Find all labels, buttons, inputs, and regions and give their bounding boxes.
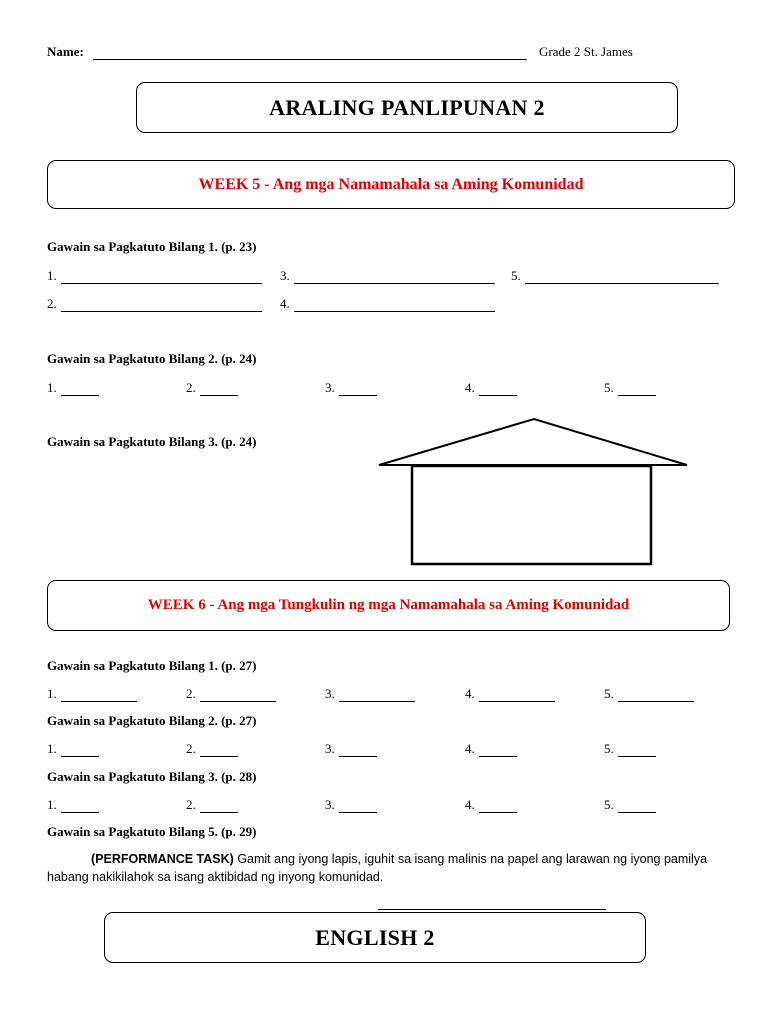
performance-task-paragraph (47, 850, 723, 886)
w6a3-answer-3[interactable]: 3. (325, 797, 377, 813)
w6a3-answer-4[interactable]: 4. (465, 797, 517, 813)
w5a2-answer-4[interactable]: 4. (465, 380, 517, 396)
name-field[interactable] (93, 59, 527, 60)
w6a1-answer-3[interactable]: 3. (325, 686, 415, 702)
w6a3-answer-2[interactable]: 2. (186, 797, 238, 813)
next-subject-title-box (104, 912, 646, 963)
w5a1-answer-3[interactable]: 3. (280, 268, 495, 284)
name-label: Name: (47, 44, 84, 59)
w6a1-answer-4[interactable]: 4. (465, 686, 555, 702)
w6a2-answer-5[interactable]: 5. (604, 741, 656, 757)
w6a1-answer-1[interactable]: 1. (47, 686, 137, 702)
w6a3-answer-5[interactable]: 5. (604, 797, 656, 813)
week5-activity2-heading: Gawain sa Pagkatuto Bilang 2. (p. 24) (47, 351, 257, 366)
next-subject-title: ENGLISH 2 (315, 924, 435, 950)
week6-title-box (47, 580, 730, 631)
w5a1-answer-1[interactable]: 1. (47, 268, 262, 284)
performance-task-label: (PERFORMANCE TASK) (91, 852, 234, 866)
week5-title-box (47, 160, 735, 209)
w6a1-answer-5[interactable]: 5. (604, 686, 694, 702)
class-label: Grade 2 St. James (539, 44, 633, 59)
w6a2-answer-2[interactable]: 2. (186, 741, 238, 757)
week6-activity2-heading: Gawain sa Pagkatuto Bilang 2. (p. 27) (47, 713, 257, 728)
w6a2-answer-3[interactable]: 3. (325, 741, 377, 757)
week6-activity5-heading: Gawain sa Pagkatuto Bilang 5. (p. 29) (47, 824, 257, 839)
house-drawing (374, 415, 692, 569)
house-roof (379, 419, 687, 465)
w5a2-answer-3[interactable]: 3. (325, 380, 377, 396)
w5a2-answer-2[interactable]: 2. (186, 380, 238, 396)
w6a2-answer-4[interactable]: 4. (465, 741, 517, 757)
week5-activity3-heading: Gawain sa Pagkatuto Bilang 3. (p. 24) (47, 434, 257, 449)
w6a3-answer-1[interactable]: 1. (47, 797, 99, 813)
w5a1-answer-5[interactable]: 5. (511, 268, 719, 284)
performance-task-text: Gamit ang iyong lapis, iguhit sa isang malinis na papel ang larawan ng iyong pamilya habang nakikilahok sa isang aktibidad ng inyong komunidad. (47, 852, 708, 884)
w6a1-answer-2[interactable]: 2. (186, 686, 276, 702)
week5-title: WEEK 5 - Ang mga Namamahala sa Aming Komunidad (198, 175, 584, 193)
week6-activity1-heading: Gawain sa Pagkatuto Bilang 1. (p. 27) (47, 658, 257, 673)
w5a2-answer-5[interactable]: 5. (604, 380, 656, 396)
divider-line (378, 909, 606, 910)
subject-title-box (136, 82, 678, 133)
w6a2-answer-1[interactable]: 1. (47, 741, 99, 757)
w5a2-answer-1[interactable]: 1. (47, 380, 99, 396)
w5a1-answer-2[interactable]: 2. (47, 296, 262, 312)
house-body (412, 466, 651, 564)
w5a1-answer-4[interactable]: 4. (280, 296, 495, 312)
subject-title: ARALING PANLIPUNAN 2 (269, 94, 545, 120)
week6-title: WEEK 6 - Ang mga Tungkulin ng mga Namamahala sa Aming Komunidad (147, 597, 630, 613)
week5-activity1-heading: Gawain sa Pagkatuto Bilang 1. (p. 23) (47, 239, 257, 254)
week6-activity3-heading: Gawain sa Pagkatuto Bilang 3. (p. 28) (47, 769, 257, 784)
